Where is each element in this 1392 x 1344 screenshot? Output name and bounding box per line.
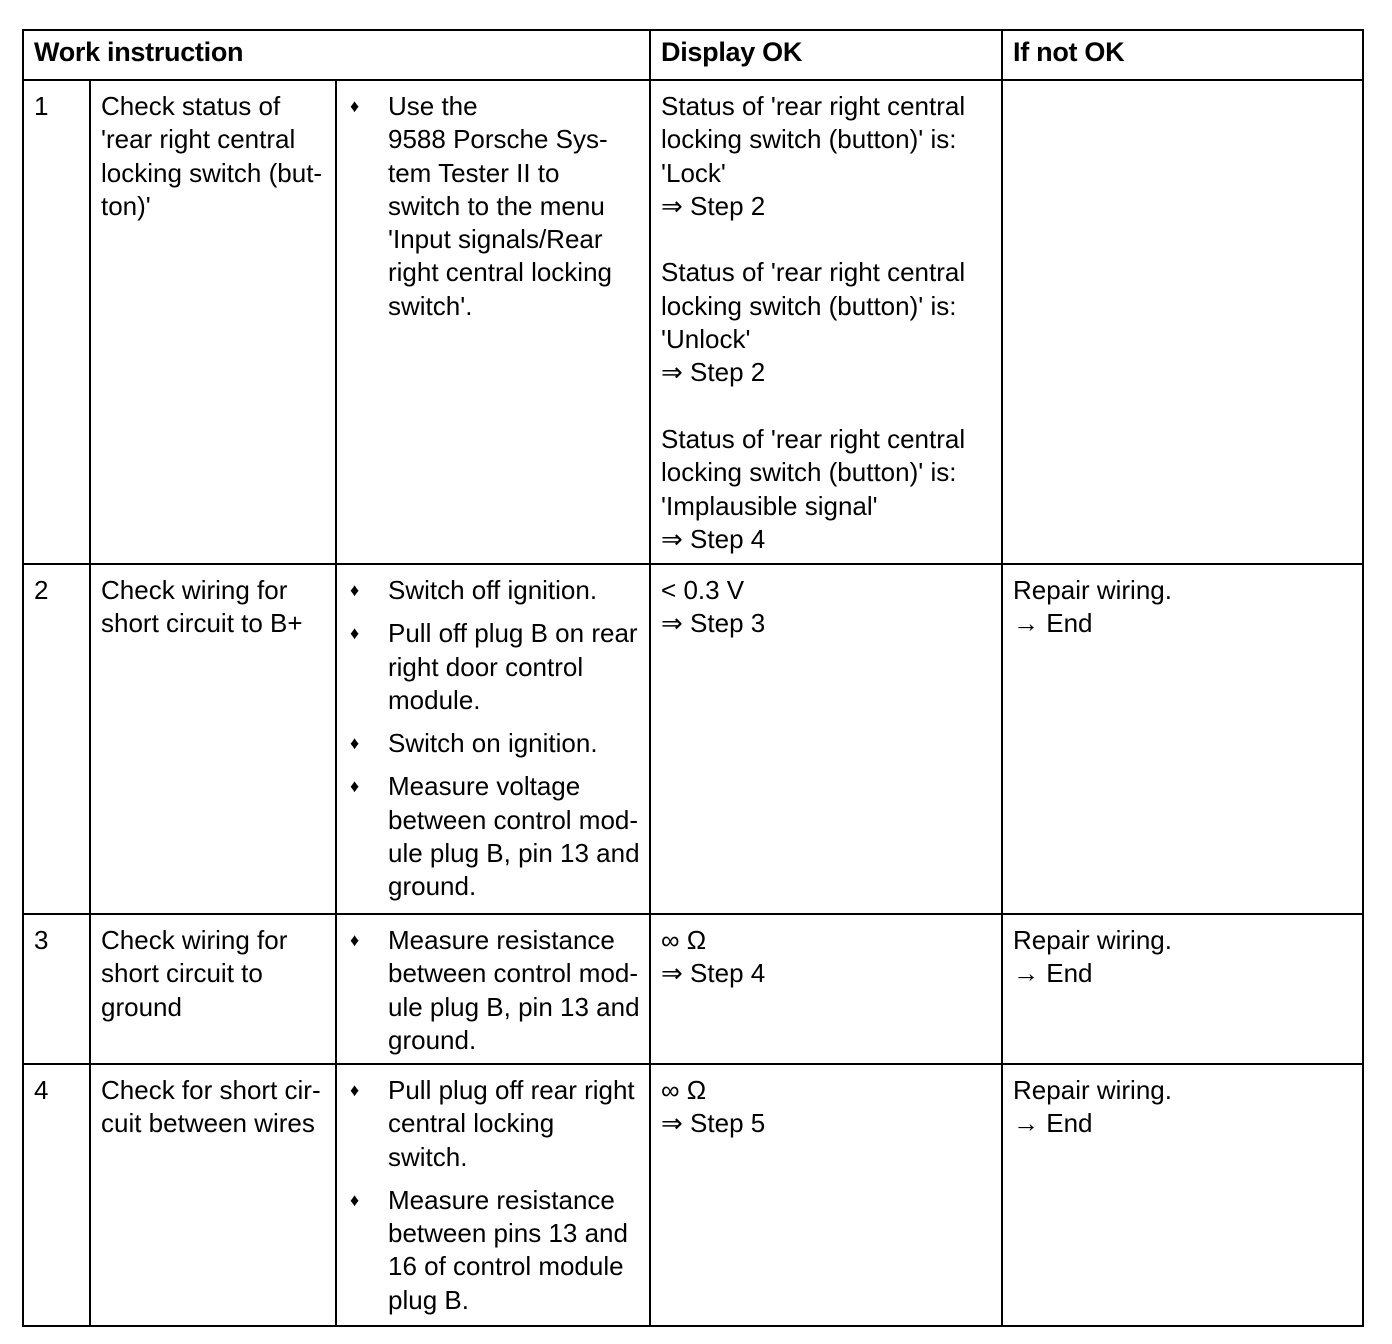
display-line: ⇒ Step 3 (661, 608, 766, 639)
instruction-line: ground. (388, 1024, 477, 1055)
list-item (349, 924, 643, 1057)
instruction-line: switch'. (388, 290, 473, 321)
task-line: Check status of (101, 91, 281, 121)
display-line: locking switch (button)' is: (661, 457, 957, 488)
diamond-bullet-icon: ♦ (350, 623, 360, 644)
not-ok-line: → End (1013, 1108, 1093, 1139)
instruction-line: plug B. (388, 1284, 469, 1315)
table-row (23, 80, 1363, 564)
if-not-ok-cell (1002, 1064, 1363, 1326)
instruction-line: Use the (388, 91, 478, 121)
list-item (349, 1074, 643, 1174)
task-description (90, 1064, 336, 1326)
task-line: 'rear right central (101, 124, 296, 155)
display-line: Status of 'rear right central (661, 257, 966, 288)
task-line: Check wiring for (101, 925, 288, 955)
display-line: 'Unlock' (661, 324, 751, 355)
task-line: Check for short cir- (101, 1075, 321, 1105)
instruction-text (388, 727, 643, 760)
task-line: cuit between wires (101, 1108, 315, 1139)
instruction-steps (336, 1064, 650, 1326)
instruction-line: between control mod- (388, 804, 639, 835)
not-ok-line: Repair wiring. (1013, 1075, 1172, 1105)
list-item (349, 727, 643, 760)
diamond-bullet-icon: ♦ (350, 580, 360, 600)
if-not-ok-cell (1002, 564, 1363, 914)
display-line: ⇒ Step 4 (661, 958, 766, 989)
not-ok-line: Repair wiring. (1013, 575, 1172, 605)
display-line: locking switch (button)' is: (661, 290, 957, 321)
instruction-line: ground. (388, 871, 477, 902)
instruction-text (388, 924, 643, 1057)
instruction-line: switch to the menu (388, 190, 605, 221)
diamond-bullet-icon: ♦ (350, 96, 360, 116)
instruction-line: 'Input signals/Rear (388, 224, 603, 255)
display-ok-cell (650, 914, 1002, 1064)
display-line: ⇒ Step 5 (661, 1108, 766, 1139)
display-line: Status of 'rear right central (661, 91, 966, 121)
header-work-instruction: Work instruction (23, 30, 650, 80)
spacer (661, 223, 995, 256)
task-description (90, 80, 336, 564)
display-ok-cell (650, 80, 1002, 564)
instruction-list (349, 90, 643, 323)
instruction-line: Measure voltage (388, 771, 581, 802)
list-item (349, 770, 643, 903)
if-not-ok-cell (1002, 80, 1363, 564)
display-ok-cell (650, 564, 1002, 914)
instruction-line: 16 of control module (388, 1251, 624, 1282)
diamond-bullet-icon: ♦ (350, 1080, 360, 1100)
instruction-text (388, 90, 643, 323)
instruction-list (349, 924, 643, 1057)
task-line: short circuit to B+ (101, 608, 303, 639)
list-item (349, 574, 643, 607)
display-line: ⇒ Step 2 (661, 357, 766, 388)
instruction-line: Pull off plug B on rear (388, 618, 638, 649)
not-ok-line: → End (1013, 958, 1093, 989)
instruction-line: central locking (388, 1108, 555, 1139)
instruction-line: tem Tester II to (388, 157, 560, 188)
table-row (23, 564, 1363, 914)
instruction-line: Measure resistance (388, 1184, 615, 1215)
diamond-bullet-icon: ♦ (350, 733, 360, 754)
diamond-bullet-icon: ♦ (350, 930, 360, 950)
spacer (661, 390, 995, 423)
instruction-line: module. (388, 684, 481, 715)
list-item (349, 617, 643, 717)
instruction-line: between pins 13 and (388, 1218, 628, 1249)
instruction-line: Switch on ignition. (388, 728, 598, 759)
instruction-steps (336, 914, 650, 1064)
work-instruction-table (22, 29, 1364, 1327)
display-line: ∞ Ω (661, 925, 707, 955)
task-line: ton)' (101, 190, 151, 221)
instruction-text (388, 574, 643, 607)
header-display-ok: Display OK (650, 30, 1002, 80)
instruction-line: ule plug B, pin 13 and (388, 838, 640, 869)
instruction-line: 9588 Porsche Sys- (388, 124, 608, 155)
not-ok-line: Repair wiring. (1013, 925, 1172, 955)
display-line: ⇒ Step 2 (661, 190, 766, 221)
instruction-line: Measure resistance (388, 925, 615, 955)
display-line: locking switch (button)' is: (661, 124, 957, 155)
display-line: 'Implausible signal' (661, 490, 878, 521)
instruction-steps (336, 564, 650, 914)
step-number: 1 (23, 80, 90, 564)
step-number: 4 (23, 1064, 90, 1326)
task-line: short circuit to (101, 958, 263, 989)
header-if-not-ok: If not OK (1002, 30, 1363, 80)
task-description (90, 914, 336, 1064)
instruction-line: ule plug B, pin 13 and (388, 991, 640, 1022)
display-ok-cell (650, 1064, 1002, 1326)
instruction-text (388, 1184, 643, 1317)
instruction-list (349, 574, 643, 904)
task-line: locking switch (but- (101, 157, 323, 188)
instruction-text (388, 770, 643, 903)
list-item (349, 1184, 643, 1317)
task-line: Check wiring for (101, 575, 288, 605)
instruction-text (388, 1074, 643, 1174)
display-line: 'Lock' (661, 157, 726, 188)
not-ok-line: → End (1013, 608, 1093, 639)
display-line: < 0.3 V (661, 575, 745, 605)
instruction-list (349, 1074, 643, 1317)
header-row (23, 30, 1363, 80)
step-number: 2 (23, 564, 90, 914)
table-row (23, 914, 1363, 1064)
diamond-bullet-icon: ♦ (350, 776, 360, 797)
instruction-text (388, 617, 643, 717)
display-line: ∞ Ω (661, 1075, 707, 1105)
if-not-ok-cell (1002, 914, 1363, 1064)
instruction-steps (336, 80, 650, 564)
step-number: 3 (23, 914, 90, 1064)
list-item (349, 90, 643, 323)
display-line: Status of 'rear right central (661, 423, 966, 454)
diamond-bullet-icon: ♦ (350, 1189, 360, 1210)
instruction-line: right door control (388, 651, 584, 682)
instruction-line: right central locking (388, 257, 612, 288)
task-line: ground (101, 991, 182, 1022)
instruction-line: Pull plug off rear right (388, 1075, 635, 1105)
task-description (90, 564, 336, 914)
instruction-line: between control mod- (388, 958, 639, 989)
instruction-line: switch. (388, 1141, 468, 1172)
display-line: ⇒ Step 4 (661, 523, 766, 554)
instruction-line: Switch off ignition. (388, 575, 598, 605)
table-row (23, 1064, 1363, 1326)
